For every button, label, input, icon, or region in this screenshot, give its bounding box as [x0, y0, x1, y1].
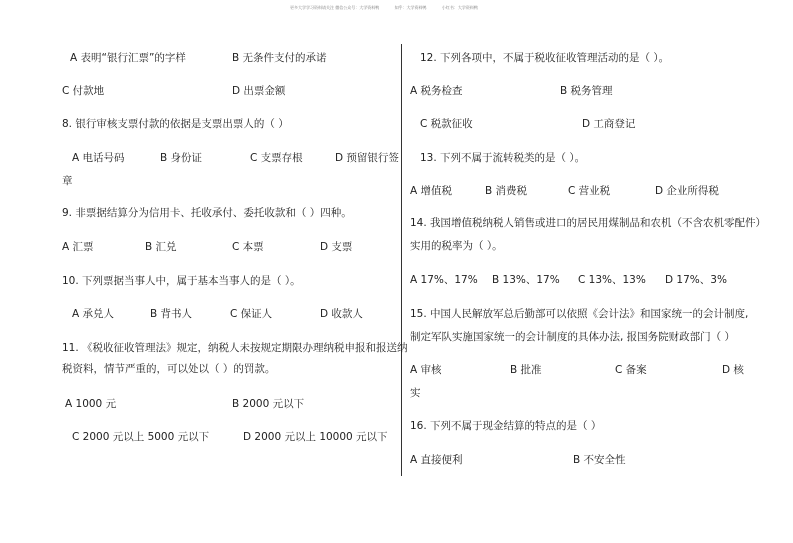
- q11-text-line2: 税资料，情节严重的，可以处以（ ）的罚款。: [62, 363, 276, 375]
- q7-option-a: A 表明“银行汇票”的字样: [70, 52, 186, 64]
- q14-text-line1: 14. 我国增值税纳税人销售或进口的居民用煤制品和农机（不含农机零配件）: [410, 217, 767, 229]
- q9-option-c: C 本票: [232, 241, 264, 253]
- q16-option-b: B 不安全性: [573, 454, 626, 466]
- q15-option-a: A 审核: [410, 364, 442, 376]
- q11-text-line1: 11. 《税收征收管理法》规定，纳税人未按规定期限办理纳税申报和报送纳: [62, 342, 408, 354]
- q13-option-d: D 企业所得税: [655, 185, 719, 197]
- q8-option-c: C 支票存根: [250, 152, 303, 164]
- q16-text: 16. 下列不属于现金结算的特点的是（ ）: [410, 420, 602, 432]
- q10-option-d: D 收款人: [320, 308, 363, 320]
- q15-option-d: D 核: [722, 364, 744, 376]
- q11-option-a: A 1000 元: [65, 398, 117, 410]
- header-text-2: 知乎：大学资料鸭: [394, 5, 427, 10]
- q14-option-b: B 13%、17%: [492, 274, 560, 286]
- q15-text-line1: 15. 中国人民解放军总后勤部可以依照《会计法》和国家统一的会计制度,: [410, 308, 749, 320]
- q13-option-a: A 增值税: [410, 185, 453, 197]
- q9-option-a: A 汇票: [62, 241, 94, 253]
- q8-option-d-cont: 章: [62, 175, 73, 187]
- q15-text-line2: 制定军队实施国家统一的会计制度的具体办法, 报国务院财政部门（ ）: [410, 331, 736, 343]
- q14-option-a: A 17%、17%: [410, 274, 478, 286]
- q11-option-c: C 2000 元以上 5000 元以下: [72, 431, 210, 443]
- q12-option-d: D 工商登记: [582, 118, 636, 130]
- q7-option-b: B 无条件支付的承诺: [232, 52, 327, 64]
- q10-option-b: B 背书人: [150, 308, 193, 320]
- q12-option-c: C 税款征收: [420, 118, 473, 130]
- q9-option-d: D 支票: [320, 241, 353, 253]
- q7-option-c: C 付款地: [62, 85, 105, 97]
- column-divider: [401, 44, 402, 476]
- q14-option-c: C 13%、13%: [578, 274, 646, 286]
- header-text-3: 小红书：大学资料鸭: [441, 5, 478, 10]
- q12-text: 12. 下列各项中，不属于税收征收管理活动的是（ ）。: [420, 52, 670, 64]
- q8-text: 8. 银行审核支票付款的依据是支票出票人的（ ）: [62, 118, 289, 130]
- q13-text: 13. 下列不属于流转税类的是（ ）。: [420, 152, 586, 164]
- q7-option-d: D 出票金额: [232, 85, 286, 97]
- q13-option-b: B 消费税: [485, 185, 528, 197]
- header-text-1: 更多大学学习资料请关注 微信公众号：大学资料鸭: [290, 5, 380, 10]
- q15-option-c: C 备案: [615, 364, 647, 376]
- q8-option-d: D 预留银行签: [335, 152, 399, 164]
- q13-option-c: C 营业税: [568, 185, 611, 197]
- q12-option-b: B 税务管理: [560, 85, 613, 97]
- q15-option-d-cont: 实: [410, 387, 421, 399]
- q10-option-c: C 保证人: [230, 308, 273, 320]
- q11-option-d: D 2000 元以上 10000 元以下: [243, 431, 388, 443]
- page-header: [290, 5, 492, 11]
- q8-option-b: B 身份证: [160, 152, 203, 164]
- q8-option-a: A 电话号码: [72, 152, 125, 164]
- q14-option-d: D 17%、3%: [665, 274, 727, 286]
- q15-option-b: B 批准: [510, 364, 542, 376]
- q10-option-a: A 承兑人: [72, 308, 115, 320]
- q12-option-a: A 税务检查: [410, 85, 463, 97]
- q16-option-a: A 直接便利: [410, 454, 463, 466]
- q14-text-line2: 实用的税率为（ ）。: [410, 240, 503, 252]
- q9-text: 9. 非票据结算分为信用卡、托收承付、委托收款和（ ）四种。: [62, 207, 352, 219]
- q10-text: 10. 下列票据当事人中，属于基本当事人的是（ ）。: [62, 275, 301, 287]
- q11-option-b: B 2000 元以下: [232, 398, 305, 410]
- q9-option-b: B 汇兑: [145, 241, 177, 253]
